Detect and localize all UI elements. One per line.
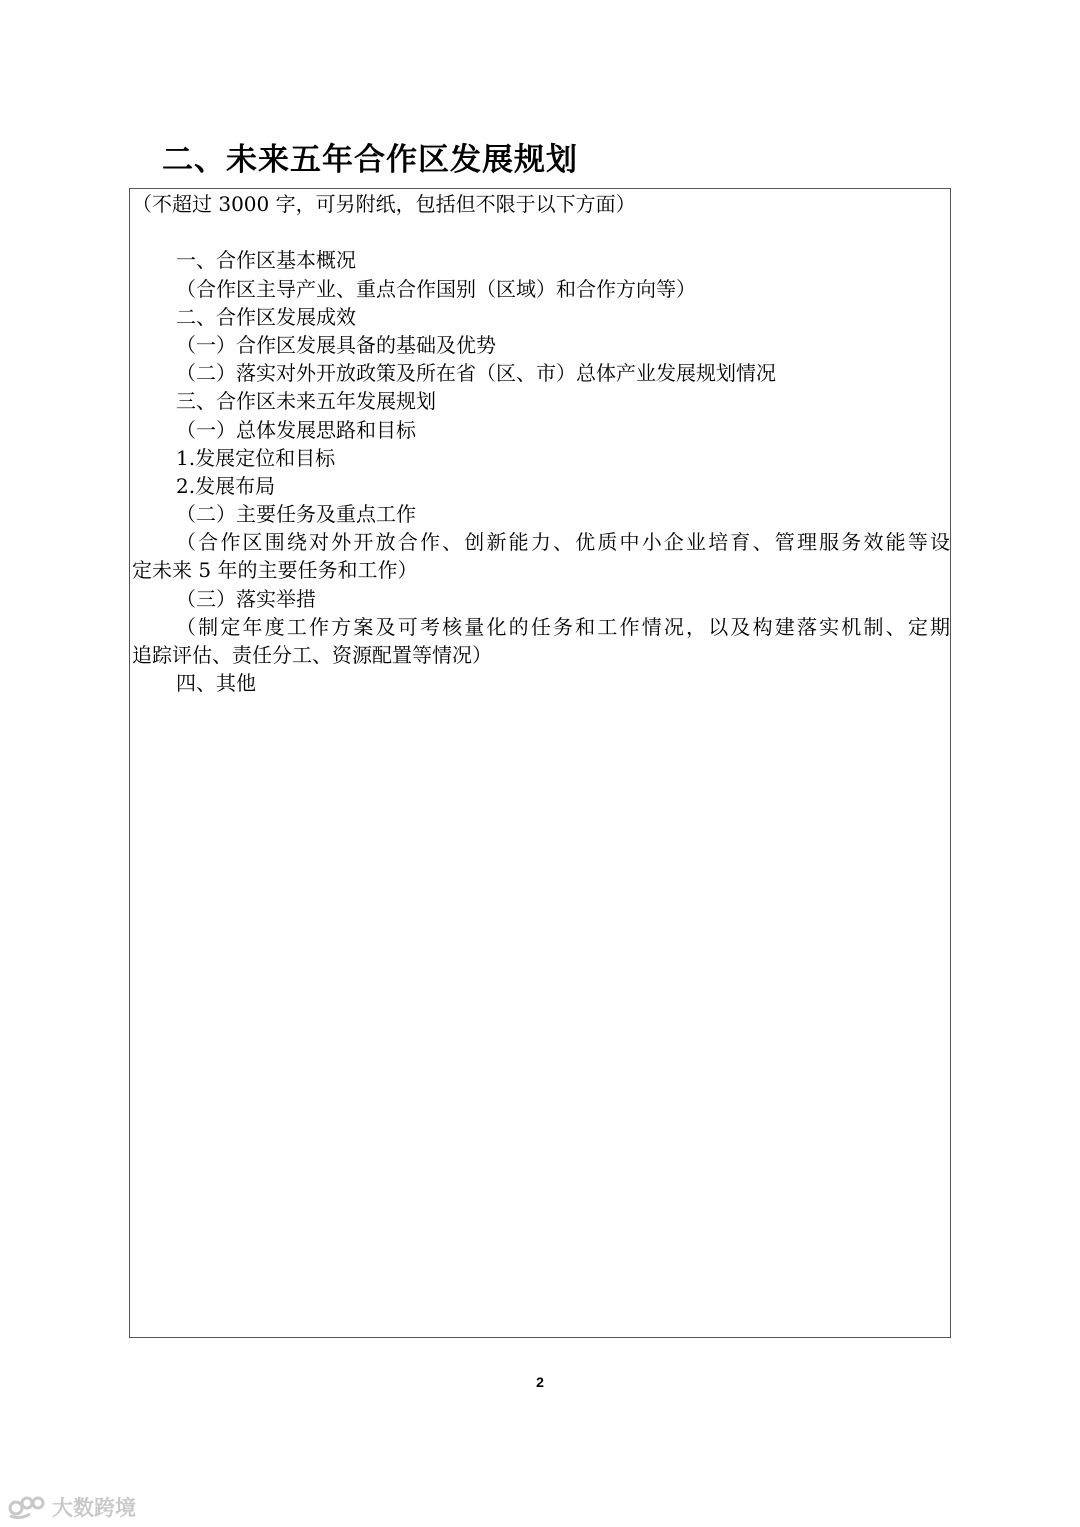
brand-logo-icon xyxy=(8,1494,48,1520)
section-3-sub-2-description-line-2: 定未来 5 年的主要任务和工作） xyxy=(132,558,418,583)
section-3-sub-3-description-line-2: 追踪评估、责任分工、资源配置等情况） xyxy=(132,643,492,667)
section-3-sub-3-description-line-1: （制定年度工作方案及可考核量化的任务和工作情况，以及构建落实机制、定期 xyxy=(176,614,950,639)
blank-line xyxy=(132,218,950,246)
section-2-title: 二、合作区发展成效 xyxy=(176,304,356,329)
section-4-title: 四、其他 xyxy=(176,671,256,696)
watermark xyxy=(8,1492,136,1522)
section-3-sub-2-description-line-1: （合作区围绕对外开放合作、创新能力、优质中小企业培育、管理服务效能等设 xyxy=(176,530,950,555)
watermark-text: 大数跨境 xyxy=(52,1496,136,1520)
section-3-sub-1-item-1: 1.发展定位和目标 xyxy=(176,445,336,470)
page-number: 2 xyxy=(536,1374,544,1390)
form-content xyxy=(132,190,950,697)
section-1-title: 一、合作区基本概况 xyxy=(176,248,356,273)
form-note: （不超过 3000 字，可另附纸，包括但不限于以下方面） xyxy=(132,192,636,216)
section-3-title: 三、合作区未来五年发展规划 xyxy=(176,389,436,414)
section-2-sub-1: （一）合作区发展具备的基础及优势 xyxy=(176,332,496,357)
section-3-sub-2: （二）主要任务及重点工作 xyxy=(176,502,416,527)
section-3-sub-1: （一）总体发展思路和目标 xyxy=(176,417,416,442)
section-3-sub-3: （三）落实举措 xyxy=(176,586,316,611)
section-3-sub-1-item-2: 2.发展布局 xyxy=(176,473,276,498)
section-heading: 二、未来五年合作区发展规划 xyxy=(162,142,578,178)
planning-form-box xyxy=(129,188,951,1338)
section-1-description: （合作区主导产业、重点合作国别（区域）和合作方向等） xyxy=(176,276,696,301)
section-2-sub-2: （二）落实对外开放政策及所在省（区、市）总体产业发展规划情况 xyxy=(176,361,776,386)
